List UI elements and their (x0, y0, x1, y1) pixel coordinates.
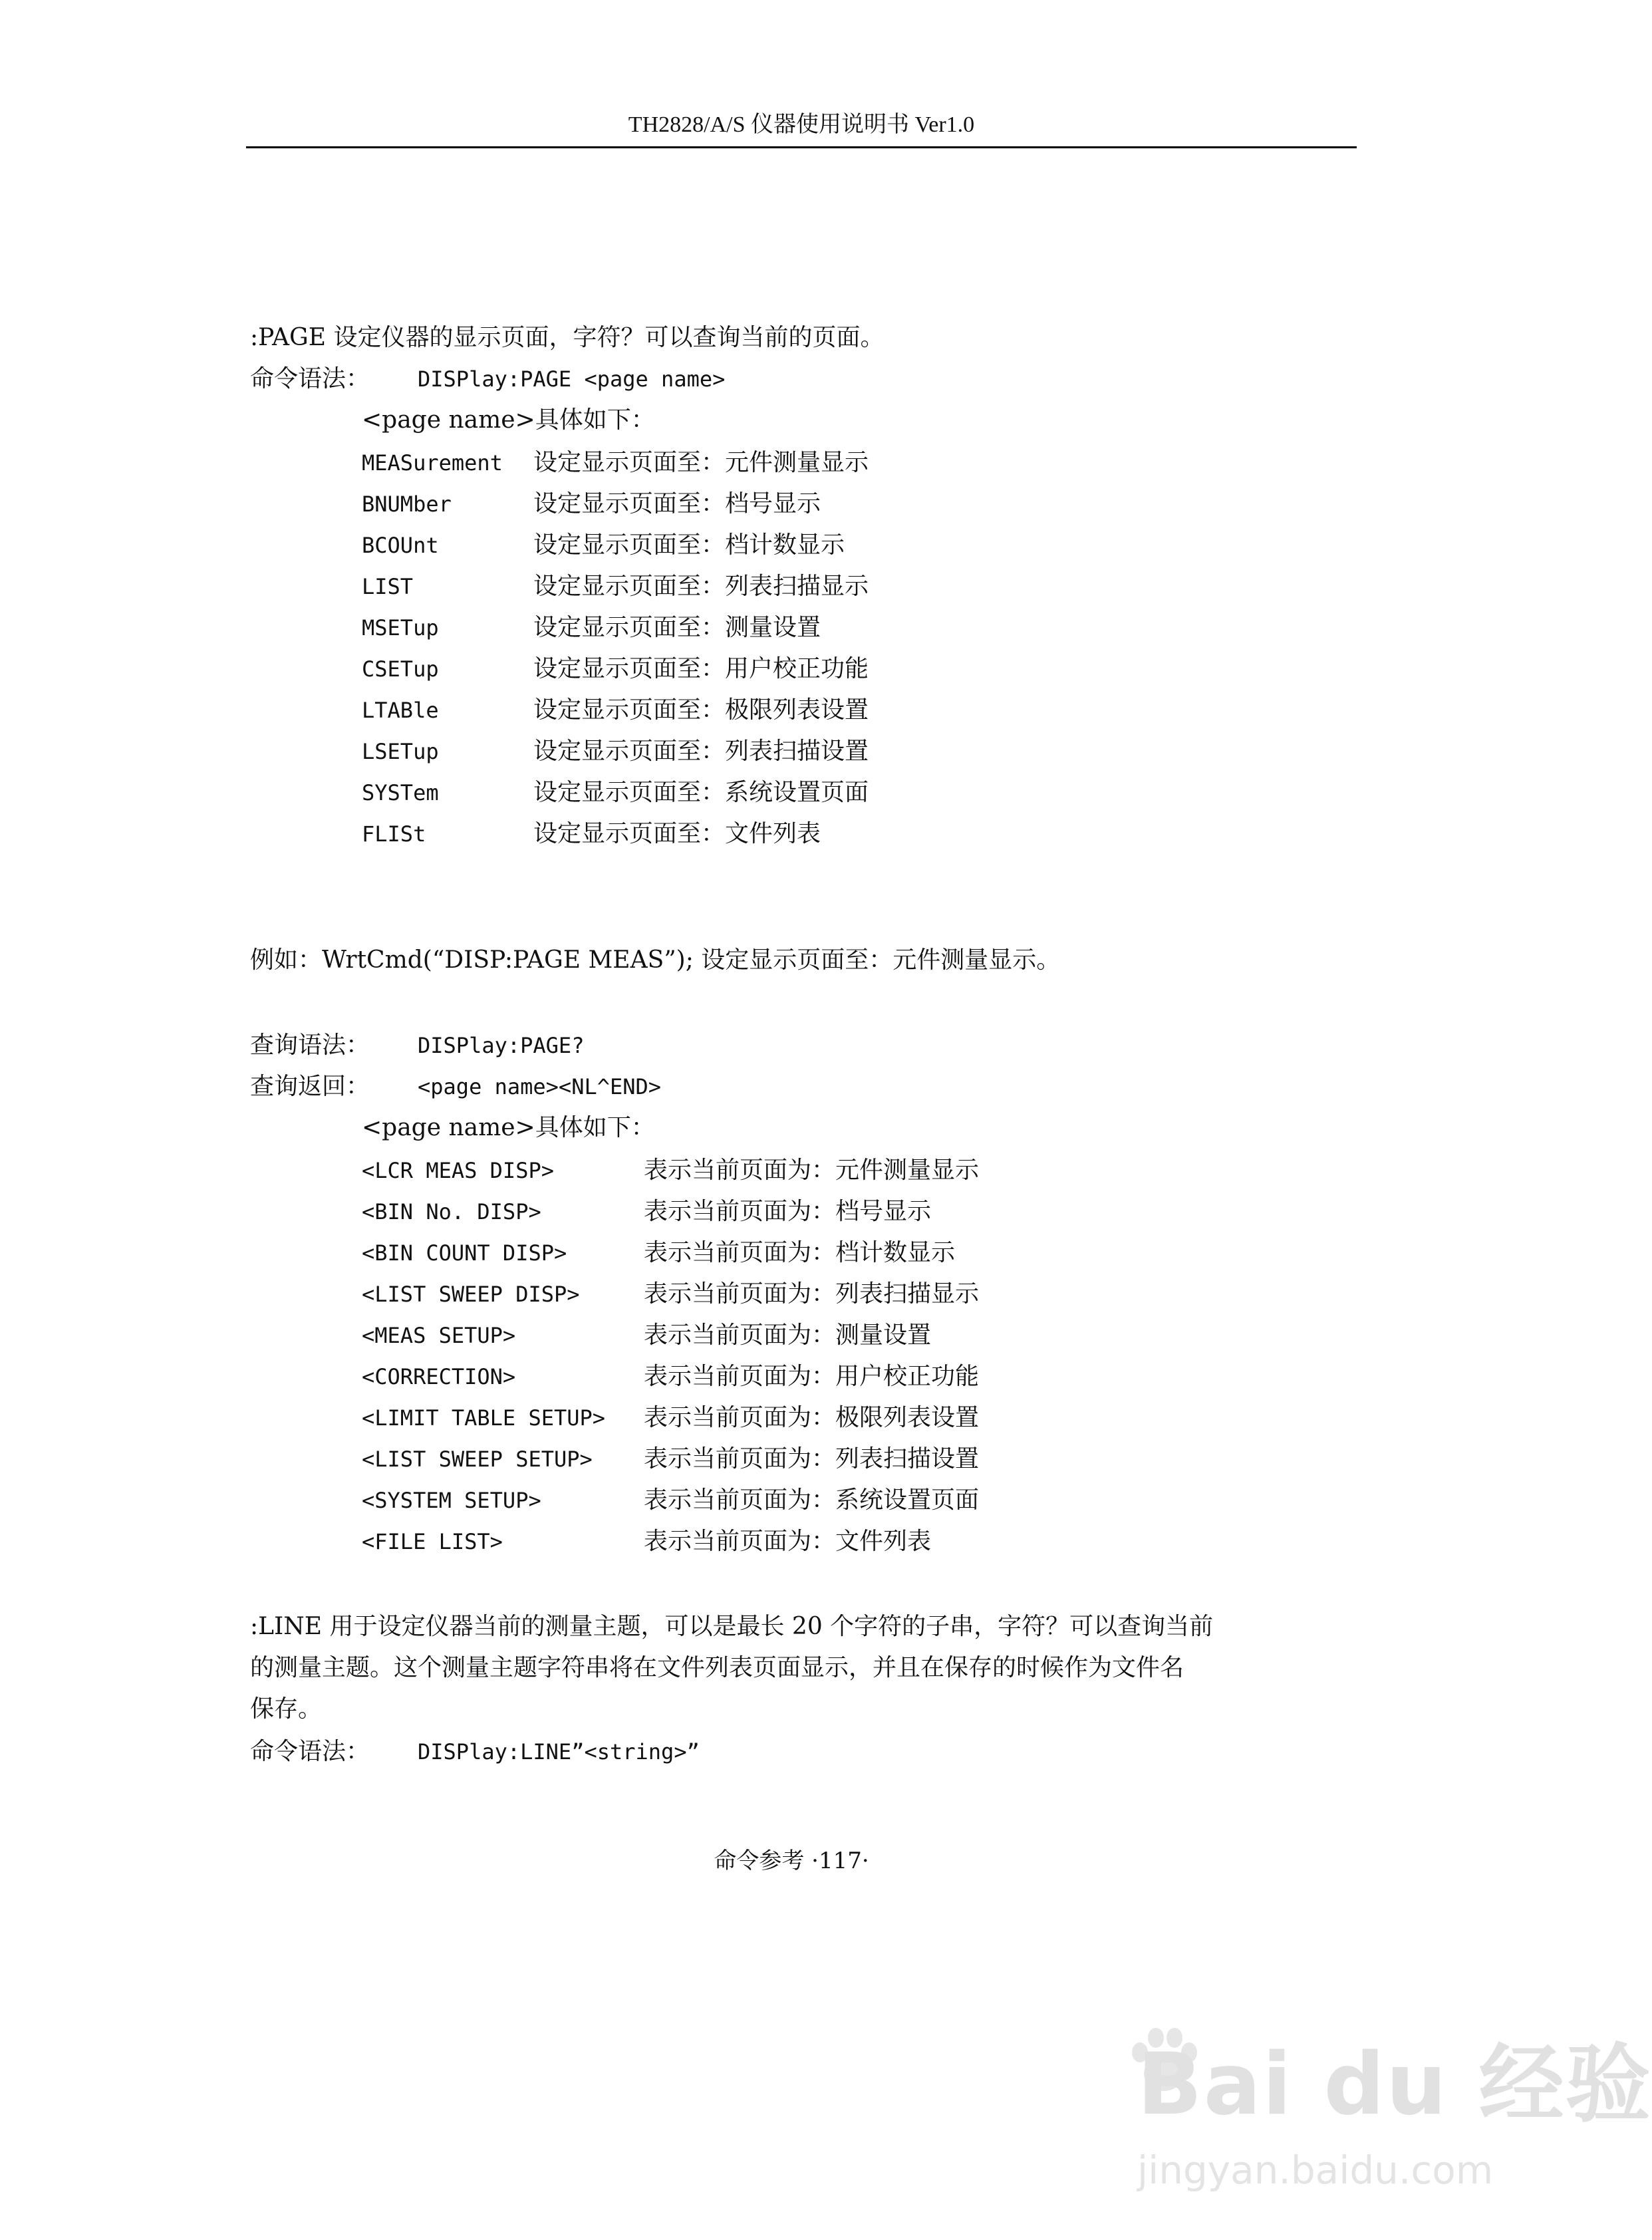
query-label: 查询语法： (250, 1032, 370, 1059)
watermark-brand: Bai du 经验 (1137, 2035, 1652, 2134)
set-item-desc: 设定显示页面至：档计数显示 (533, 531, 845, 559)
return-item-desc: 表示当前页面为：极限列表设置 (644, 1404, 980, 1431)
return-item-desc: 表示当前页面为：列表扫描设置 (644, 1445, 980, 1472)
example-line: 例如：WrtCmd(“DISP:PAGE MEAS”); 设定显示页面至：元件测量显示。 (250, 946, 1061, 974)
query-value: DISPlay:PAGE? (418, 1033, 585, 1058)
return-item-desc: 表示当前页面为：元件测量显示 (644, 1157, 980, 1184)
return-item-desc: 表示当前页面为：列表扫描显示 (644, 1280, 980, 1308)
header-title: TH2828/A/S 仪器使用说明书 Ver1.0 (628, 112, 975, 137)
return-item-desc: 表示当前页面为：档计数显示 (644, 1239, 956, 1266)
set-item-code: FLISt (362, 821, 426, 847)
return-value: <page name><NL^END> (418, 1074, 662, 1099)
return-item-code: <CORRECTION> (362, 1364, 516, 1389)
return-item-code: <LIST SWEEP DISP> (362, 1282, 580, 1307)
return-item-desc: 表示当前页面为：文件列表 (644, 1528, 932, 1555)
return-item-desc: 表示当前页面为：档号显示 (644, 1198, 932, 1225)
return-label: 查询返回： (250, 1073, 370, 1100)
set-item-desc: 设定显示页面至：极限列表设置 (533, 696, 869, 724)
set-item-desc: 设定显示页面至：档号显示 (533, 490, 821, 517)
set-item-code: LSETup (362, 739, 439, 764)
set-item-code: LTABle (362, 698, 439, 723)
set-item-code: LIST (362, 574, 414, 599)
return-item-desc: 表示当前页面为：系统设置页面 (644, 1486, 980, 1514)
set-item-code: SYSTem (362, 780, 439, 805)
line-paragraph-2: 的测量主题。这个测量主题字符串将在文件列表页面显示，并且在保存的时候作为文件名 (250, 1654, 1184, 1681)
return-item-code: <FILE LIST> (362, 1529, 503, 1554)
set-item-code: CSETup (362, 656, 439, 682)
return-item-desc: 表示当前页面为：测量设置 (644, 1322, 932, 1349)
header-divider (246, 146, 1357, 148)
return-item-code: <LIMIT TABLE SETUP> (362, 1405, 606, 1431)
return-item-code: <LCR MEAS DISP> (362, 1158, 554, 1183)
watermark-site: jingyan.baidu.com (1137, 2148, 1494, 2193)
baidu-watermark (1124, 2022, 1652, 2221)
page-footer: 命令参考 ·117· (714, 1848, 869, 1874)
line-syntax-value: DISPlay:LINE”<string>” (418, 1739, 700, 1764)
return-item-code: <BIN COUNT DISP> (362, 1240, 567, 1266)
line-paragraph-1: :LINE 用于设定仪器当前的测量主题，可以是最长 20 个字符的子串，字符？可以查询当前 (250, 1613, 1214, 1640)
set-item-code: MEASurement (362, 450, 503, 476)
syntax-value: DISPlay:PAGE <page name> (418, 366, 726, 392)
set-item-code: BCOUnt (362, 533, 439, 558)
syntax-label: 命令语法： (250, 365, 370, 392)
set-item-desc: 设定显示页面至：测量设置 (533, 614, 821, 641)
return-item-code: <MEAS SETUP> (362, 1323, 516, 1348)
set-item-desc: 设定显示页面至：系统设置页面 (533, 779, 869, 806)
set-item-desc: 设定显示页面至：列表扫描显示 (533, 573, 869, 600)
set-item-desc: 设定显示页面至：文件列表 (533, 820, 821, 847)
page-intro: :PAGE 设定仪器的显示页面，字符？可以查询当前的页面。 (250, 324, 885, 351)
list-intro: <page name>具体如下： (362, 406, 655, 434)
return-item-desc: 表示当前页面为：用户校正功能 (644, 1363, 980, 1390)
return-item-code: <LIST SWEEP SETUP> (362, 1447, 593, 1472)
set-item-desc: 设定显示页面至：用户校正功能 (533, 655, 869, 682)
line-paragraph-3: 保存。 (250, 1695, 323, 1723)
set-item-code: BNUMber (362, 491, 452, 517)
return-intro: <page name>具体如下： (362, 1114, 655, 1141)
set-item-desc: 设定显示页面至：元件测量显示 (533, 449, 869, 476)
set-item-code: MSETup (362, 615, 439, 640)
line-syntax-label: 命令语法： (250, 1738, 370, 1765)
return-item-code: <SYSTEM SETUP> (362, 1488, 541, 1513)
set-item-desc: 设定显示页面至：列表扫描设置 (533, 738, 869, 765)
return-item-code: <BIN No. DISP> (362, 1199, 541, 1224)
